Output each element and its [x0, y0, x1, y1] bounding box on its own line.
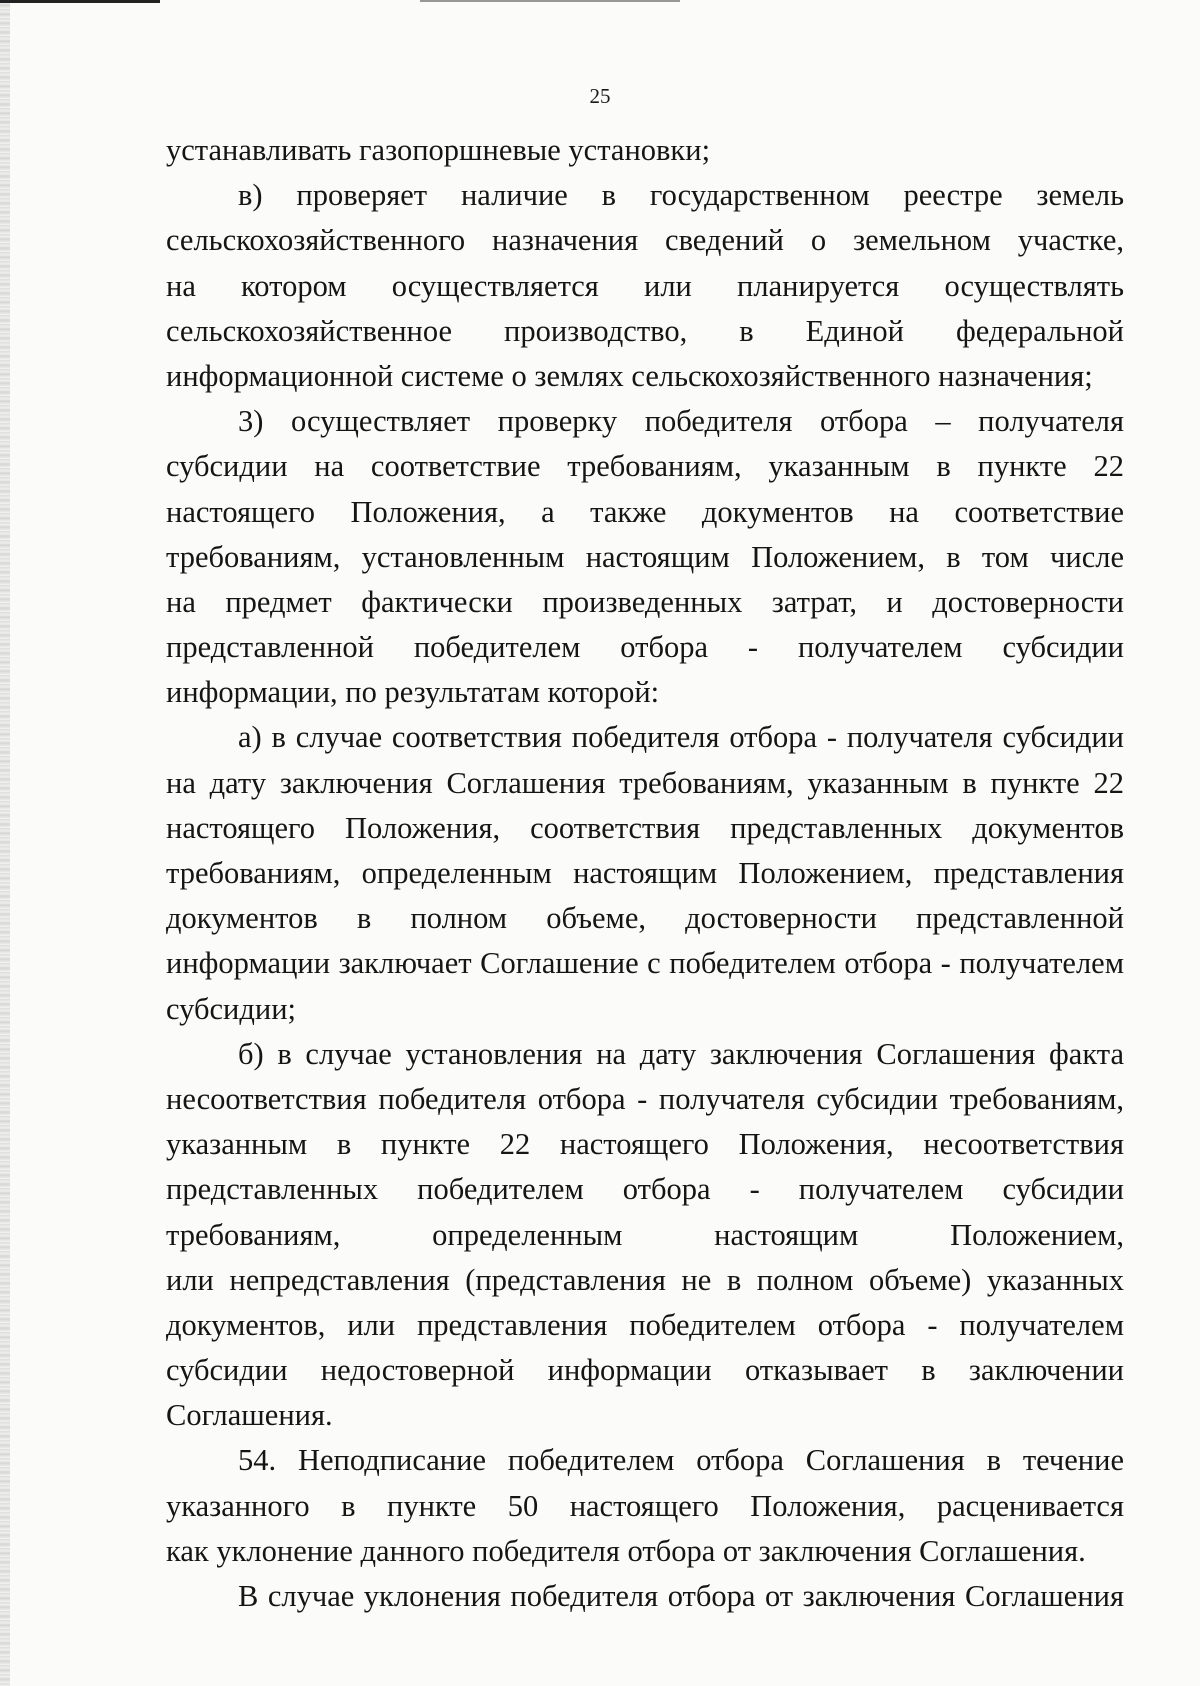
scan-edge-artifact [0, 0, 10, 1686]
text-line: несоответствия победителя отбора - получателя субсидии требованиям, [166, 1081, 1124, 1116]
text-line: на предмет фактически произведенных затрат, и достоверности [166, 584, 1124, 619]
text-line: 54. Неподписание победителем отбора Соглашения в течение [238, 1443, 1124, 1478]
text-line: информации заключает Соглашение с победителем отбора - получателем [166, 946, 1124, 981]
text-line: требованиям, определенным настоящим Положением, представления [166, 856, 1124, 890]
text-line: сельскохозяйственное производство, в Единой федеральной [166, 313, 1124, 348]
text-line: на котором осуществляется или планируется осуществлять [166, 268, 1124, 303]
text-line: на дату заключения Соглашения требованиям, указанным в пункте 22 [166, 765, 1124, 800]
text-line: информации, по результатам которой: [166, 675, 660, 710]
text-line: а) в случае соответствия победителя отбора - получателя субсидии [238, 720, 1124, 755]
text-line: настоящего Положения, а также документов на соответствие [166, 494, 1124, 529]
text-line: В случае уклонения победителя отбора от заключения Соглашения [238, 1579, 1124, 1613]
body-text [166, 128, 1124, 1619]
text-line: документов в полном объеме, достоверности представленной [166, 901, 1124, 936]
page-number: 25 [589, 84, 611, 108]
text-line: настоящего Положения, соответствия представленных документов [166, 810, 1124, 845]
text-line: указанного в пункте 50 настоящего Положения, расценивается [166, 1488, 1124, 1523]
text-line: сельскохозяйственного назначения сведений о земельном участке, [166, 223, 1124, 258]
text-line: субсидии; [166, 991, 296, 1026]
scan-top-artifact-2 [420, 0, 680, 2]
text-line: субсидии на соответствие требованиям, указанным в пункте 22 [166, 449, 1124, 484]
text-line: требованиям, установленным настоящим Положением, в том числе [166, 539, 1124, 574]
text-line: как уклонение данного победителя отбора от заключения Соглашения. [166, 1533, 1086, 1568]
text-line: 3) осуществляет проверку победителя отбора – получателя [238, 404, 1124, 439]
text-line: устанавливать газопоршневые установки; [166, 133, 711, 167]
text-line: б) в случае установления на дату заключения Соглашения факта [238, 1036, 1124, 1071]
text-line: представленных победителем отбора - получателем субсидии [166, 1172, 1124, 1207]
text-line: информационной системе о землях сельскохозяйственного назначения; [166, 358, 1093, 393]
text-line: требованиям, определенным настоящим Положением, [166, 1217, 1124, 1252]
text-line: представленной победителем отбора - получателем субсидии [166, 630, 1124, 665]
text-line: или непредставления (представления не в полном объеме) указанных [166, 1262, 1124, 1297]
text-line: субсидии недостоверной информации отказывает в заключении [166, 1353, 1124, 1388]
text-line: в) проверяет наличие в государственном реестре земель [238, 178, 1124, 213]
scan-top-artifact [0, 0, 160, 3]
text-line: документов, или представления победителем отбора - получателем [166, 1307, 1124, 1342]
text-line: Соглашения. [166, 1398, 333, 1433]
text-line: указанным в пункте 22 настоящего Положения, несоответствия [166, 1127, 1124, 1162]
